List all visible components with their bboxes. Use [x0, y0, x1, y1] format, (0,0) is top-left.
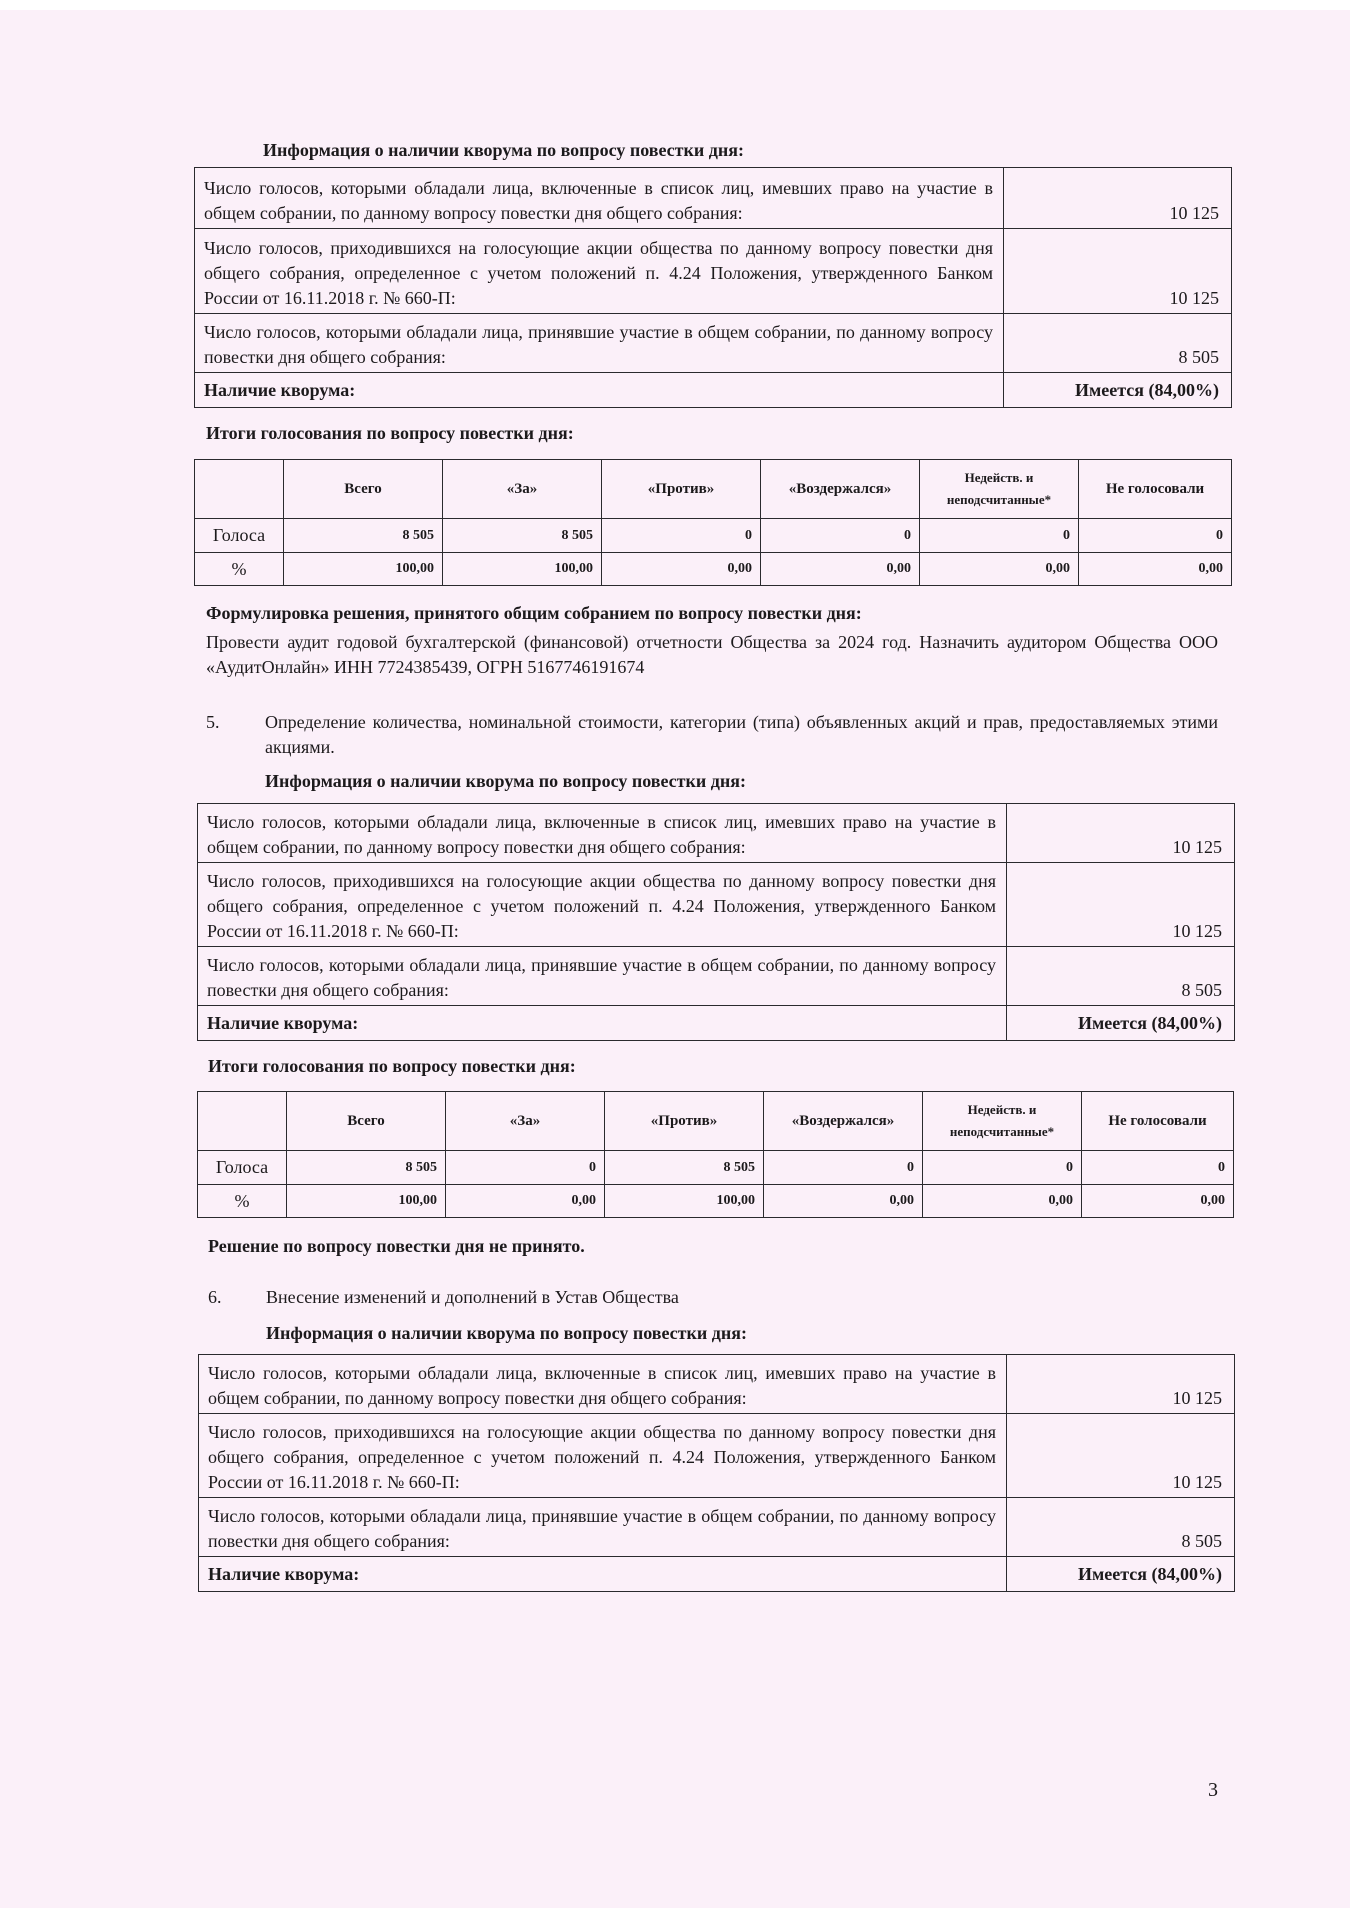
row-label: Голоса [195, 519, 284, 553]
quorum-row-value: 8 505 [1007, 1498, 1235, 1557]
quorum-row [199, 1414, 1235, 1498]
quorum-row [195, 229, 1232, 314]
quorum-row [195, 314, 1232, 373]
decision-title-s4: Формулировка решения, принятого общим собранием по вопросу повестки дня: [206, 603, 862, 623]
quorum-row-value: 10 125 [1007, 1355, 1235, 1414]
quorum-row-value: 8 505 [1007, 947, 1235, 1006]
quorum-table-s6 [198, 1354, 1235, 1592]
voting-header-row [198, 1092, 1234, 1151]
quorum-row-value: 10 125 [1007, 1414, 1235, 1498]
cell-against: 0,00 [602, 553, 761, 586]
quorum-total-value: Имеется (84,00%) [1004, 373, 1232, 408]
cell-for: 0,00 [446, 1185, 605, 1218]
cell-not-voted: 0 [1079, 519, 1232, 553]
header-invalid: Недейств. и неподсчитанные* [923, 1092, 1082, 1151]
cell-total: 8 505 [287, 1151, 446, 1185]
quorum-row-label: Число голосов, которыми обладали лица, принявшие участие в общем собрании, по данному вопросу повестки дня общего собрания: [195, 314, 1004, 373]
voting-table-s4 [194, 459, 1232, 586]
header-for: «За» [446, 1092, 605, 1151]
voting-table-s5 [197, 1091, 1234, 1218]
quorum-row-label: Число голосов, которыми обладали лица, принявшие участие в общем собрании, по данному вопросу повестки дня общего собрания: [198, 947, 1007, 1006]
header-against: «Против» [605, 1092, 764, 1151]
decision-text-s4: Провести аудит годовой бухгалтерской (финансовой) отчетности Общества за 2024 год. Назначить аудитором Общества ООО «АудитОнлайн» ИНН 7724385439, ОГРН 5167746191674 [206, 632, 1218, 677]
quorum-title-s5: Информация о наличии кворума по вопросу повестки дня: [265, 771, 746, 791]
cell-against: 100,00 [605, 1185, 764, 1218]
page-number: 3 [1208, 1779, 1218, 1801]
header-abstain: «Воздержался» [761, 460, 920, 519]
quorum-row-label: Число голосов, которыми обладали лица, включенные в список лиц, имевших право на участие в общем собрании, по данному вопросу повестки дня общего собрания: [199, 1355, 1007, 1414]
quorum-row-label: Число голосов, приходившихся на голосующие акции общества по данному вопросу повестки дня общего собрания, определенное с учетом положений п. 4.24 Положения, утвержденного Банком России от 16.11.2018 г. № 660-П: [195, 229, 1004, 314]
row-label: % [195, 553, 284, 586]
voting-row-votes [198, 1151, 1234, 1185]
header-not-voted: Не голосовали [1082, 1092, 1234, 1151]
cell-against: 8 505 [605, 1151, 764, 1185]
header-total: Всего [287, 1092, 446, 1151]
cell-invalid: 0,00 [920, 553, 1079, 586]
section-number-6: 6. [208, 1287, 222, 1307]
header-blank [195, 460, 284, 519]
cell-abstain: 0 [764, 1151, 923, 1185]
cell-invalid: 0 [923, 1151, 1082, 1185]
cell-for: 100,00 [443, 553, 602, 586]
header-invalid: Недейств. и неподсчитанные* [920, 460, 1079, 519]
quorum-total-value: Имеется (84,00%) [1007, 1557, 1235, 1592]
voting-header-row [195, 460, 1232, 519]
quorum-row-value: 10 125 [1004, 168, 1232, 229]
quorum-total-label: Наличие кворума: [198, 1006, 1007, 1041]
cell-total: 100,00 [287, 1185, 446, 1218]
voting-row-percent [198, 1185, 1234, 1218]
quorum-row-value: 10 125 [1007, 863, 1235, 947]
voting-row-percent [195, 553, 1232, 586]
quorum-total-row [198, 1006, 1235, 1041]
cell-abstain: 0 [761, 519, 920, 553]
section-title-5: Определение количества, номинальной стоимости, категории (типа) объявленных акций и прав, предоставляемых этими акциями. [265, 712, 1218, 757]
quorum-total-label: Наличие кворума: [195, 373, 1004, 408]
cell-for: 8 505 [443, 519, 602, 553]
header-for: «За» [443, 460, 602, 519]
quorum-row [198, 863, 1235, 947]
cell-not-voted: 0 [1082, 1151, 1234, 1185]
quorum-row [198, 947, 1235, 1006]
cell-not-voted: 0,00 [1082, 1185, 1234, 1218]
quorum-row [198, 804, 1235, 863]
quorum-row-label: Число голосов, которыми обладали лица, принявшие участие в общем собрании, по данному вопросу повестки дня общего собрания: [199, 1498, 1007, 1557]
cell-abstain: 0,00 [761, 553, 920, 586]
quorum-row [199, 1498, 1235, 1557]
quorum-row [199, 1355, 1235, 1414]
quorum-row-label: Число голосов, приходившихся на голосующие акции общества по данному вопросу повестки дня общего собрания, определенное с учетом положений п. 4.24 Положения, утвержденного Банком России от 16.11.2018 г. № 660-П: [198, 863, 1007, 947]
cell-invalid: 0 [920, 519, 1079, 553]
decision-text-s5: Решение по вопросу повестки дня не принято. [208, 1236, 585, 1256]
header-total: Всего [284, 460, 443, 519]
row-label: Голоса [198, 1151, 287, 1185]
row-label: % [198, 1185, 287, 1218]
voting-title-s4: Итоги голосования по вопросу повестки дня: [206, 423, 574, 443]
quorum-row-value: 10 125 [1004, 229, 1232, 314]
cell-invalid: 0,00 [923, 1185, 1082, 1218]
quorum-row-value: 8 505 [1004, 314, 1232, 373]
header-not-voted: Не голосовали [1079, 460, 1232, 519]
quorum-row [195, 168, 1232, 229]
quorum-table-s5 [197, 803, 1235, 1041]
quorum-table-s4 [194, 167, 1232, 408]
quorum-row-label: Число голосов, которыми обладали лица, включенные в список лиц, имевших право на участие в общем собрании, по данному вопросу повестки дня общего собрания: [195, 168, 1004, 229]
quorum-total-value: Имеется (84,00%) [1007, 1006, 1235, 1041]
cell-not-voted: 0,00 [1079, 553, 1232, 586]
voting-title-s5: Итоги голосования по вопросу повестки дня: [208, 1056, 576, 1076]
header-blank [198, 1092, 287, 1151]
cell-against: 0 [602, 519, 761, 553]
section-number-5: 5. [206, 712, 220, 732]
quorum-total-label: Наличие кворума: [199, 1557, 1007, 1592]
quorum-row-label: Число голосов, приходившихся на голосующие акции общества по данному вопросу повестки дня общего собрания, определенное с учетом положений п. 4.24 Положения, утвержденного Банком России от 16.11.2018 г. № 660-П: [199, 1414, 1007, 1498]
cell-total: 100,00 [284, 553, 443, 586]
cell-for: 0 [446, 1151, 605, 1185]
section-title-6: Внесение изменений и дополнений в Устав Общества [266, 1287, 679, 1307]
quorum-total-row [199, 1557, 1235, 1592]
quorum-row-value: 10 125 [1007, 804, 1235, 863]
cell-abstain: 0,00 [764, 1185, 923, 1218]
voting-row-votes [195, 519, 1232, 553]
quorum-title-s4: Информация о наличии кворума по вопросу повестки дня: [263, 140, 744, 160]
header-abstain: «Воздержался» [764, 1092, 923, 1151]
header-against: «Против» [602, 460, 761, 519]
quorum-total-row [195, 373, 1232, 408]
quorum-title-s6: Информация о наличии кворума по вопросу повестки дня: [266, 1323, 747, 1343]
quorum-row-label: Число голосов, которыми обладали лица, включенные в список лиц, имевших право на участие в общем собрании, по данному вопросу повестки дня общего собрания: [198, 804, 1007, 863]
cell-total: 8 505 [284, 519, 443, 553]
